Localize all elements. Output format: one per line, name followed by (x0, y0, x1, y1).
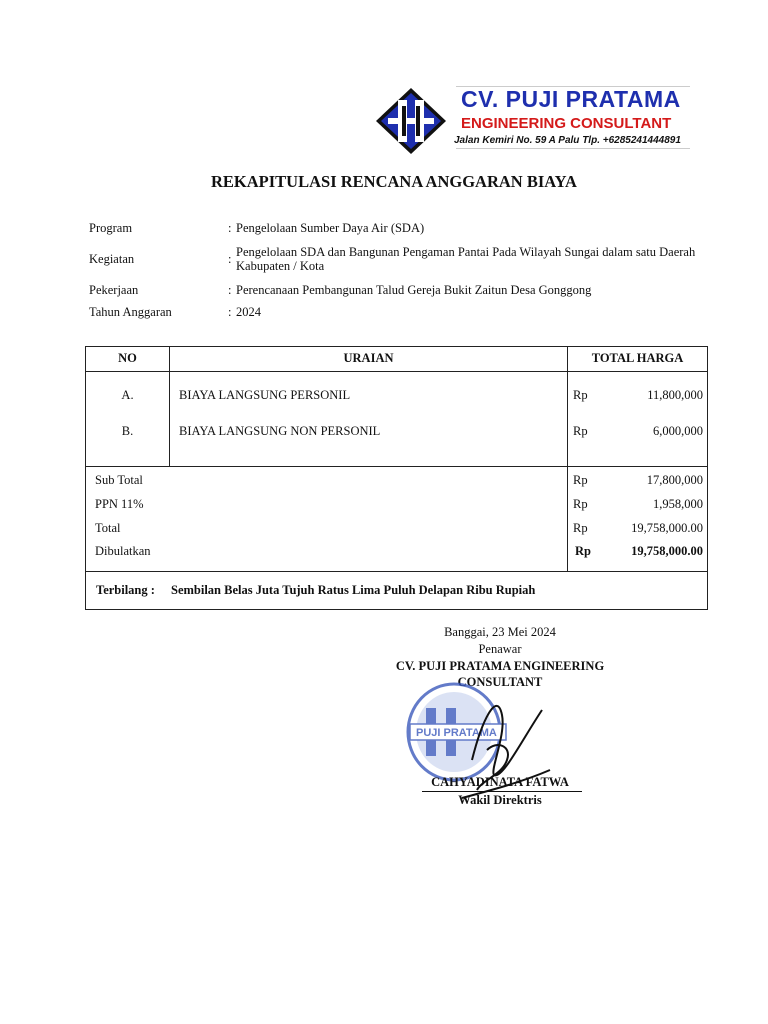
terbilang-value: Sembilan Belas Juta Tujuh Ratus Lima Puluh Delapan Ribu Rupiah (171, 583, 536, 597)
header-total: TOTAL HARGA (591, 351, 684, 365)
company-logo-icon (374, 86, 448, 156)
row-no: A. (121, 388, 134, 402)
document-title: REKAPITULASI RENCANA ANGGARAN BIAYA (211, 172, 577, 191)
row-amount: 11,800,000 (647, 388, 703, 402)
company-name: CV. PUJI PRATAMA (461, 86, 681, 112)
company-address: Jalan Kemiri No. 59 A Palu Tlp. +6285241444891 (454, 135, 681, 146)
summary-label-dibulatkan: Dibulatkan (95, 544, 151, 558)
info-colon: : (228, 252, 232, 266)
info-value-pekerjaan: Perencanaan Pembangunan Talud Gereja Bukit Zaitun Desa Gonggong (236, 283, 592, 297)
table-summary-divider (86, 571, 707, 572)
info-value-program: Pengelolaan Sumber Daya Air (SDA) (236, 221, 425, 235)
summary-label-subtotal: Sub Total (95, 473, 143, 487)
summary-amount-total: 19,758,000.00 (631, 521, 703, 535)
info-label-tahun: Tahun Anggaran (89, 305, 172, 319)
letterhead-bottom-rule (456, 148, 690, 149)
signature-rule (422, 791, 582, 792)
cost-summary-table (85, 346, 708, 610)
info-label-pekerjaan: Pekerjaan (89, 283, 139, 297)
row-no: B. (121, 424, 134, 438)
signatory-position: Wakil Direktris (458, 793, 542, 807)
summary-amount-subtotal: 17,800,000 (646, 473, 703, 487)
summary-label-total: Total (95, 521, 121, 535)
summary-currency: Rp (573, 473, 588, 487)
signature-role: Penawar (478, 642, 522, 656)
signature-company-line2: CONSULTANT (457, 675, 543, 689)
summary-amount-ppn: 1,958,000 (653, 497, 703, 511)
info-value-tahun: 2024 (236, 305, 261, 319)
signature-company-line1: CV. PUJI PRATAMA ENGINEERING (395, 659, 605, 673)
row-currency: Rp (573, 424, 588, 438)
info-label-program: Program (89, 221, 133, 235)
row-uraian: BIAYA LANGSUNG PERSONIL (179, 388, 351, 402)
header-uraian: URAIAN (343, 351, 394, 365)
info-colon: : (228, 283, 232, 297)
info-colon: : (228, 221, 232, 235)
signatory-name: CAHYADINATA FATWA (431, 775, 569, 789)
info-value-kegiatan: Pengelolaan SDA dan Bangunan Pengaman Pantai Pada Wilayah Sungai dalam satu Daerah Kabupaten / Kota (236, 245, 696, 273)
signature-place-date: Banggai, 23 Mei 2024 (444, 625, 556, 639)
summary-label-ppn: PPN 11% (95, 497, 144, 511)
header-no: NO (118, 351, 137, 365)
company-tagline: ENGINEERING CONSULTANT (461, 115, 672, 132)
summary-currency: Rp (573, 497, 588, 511)
terbilang-label: Terbilang : (96, 583, 155, 597)
stamp-text: PUJI PRATAMA (416, 727, 497, 739)
summary-currency: Rp (573, 521, 588, 535)
row-currency: Rp (573, 388, 588, 402)
table-items-divider (86, 466, 707, 467)
summary-amount-dibulatkan: 19,758,000.00 (631, 544, 703, 558)
info-colon: : (228, 305, 232, 319)
info-label-kegiatan: Kegiatan (89, 252, 135, 266)
row-amount: 6,000,000 (653, 424, 703, 438)
summary-currency: Rp (575, 544, 591, 558)
table-col-divider (567, 347, 568, 571)
table-header-divider (86, 371, 707, 372)
row-uraian: BIAYA LANGSUNG NON PERSONIL (179, 424, 381, 438)
